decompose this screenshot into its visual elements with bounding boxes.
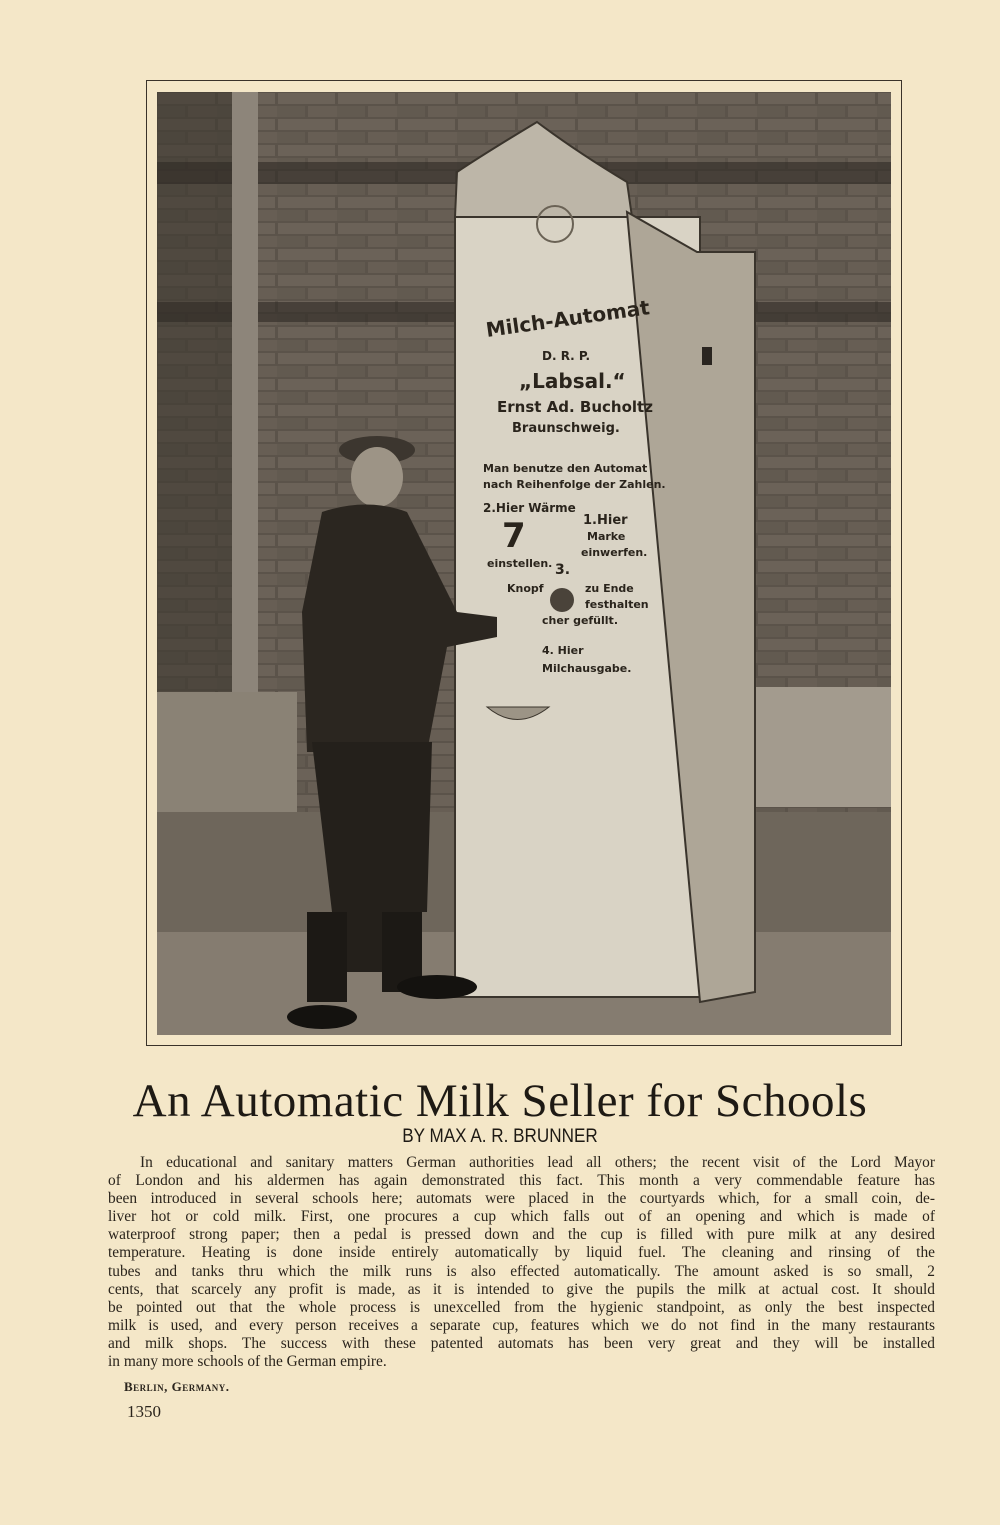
machine-dial-7: 7 xyxy=(502,516,526,556)
machine-instruction-text: Man benutze den Automat xyxy=(483,462,648,475)
machine-step-text: Marke xyxy=(587,530,626,543)
article-body xyxy=(108,1154,935,1371)
photo-illustration xyxy=(157,92,891,1035)
machine-drp-text: D. R. P. xyxy=(542,349,591,363)
article-byline: BY MAX A. R. BRUNNER xyxy=(402,1126,598,1147)
body-line: tubes and tanks thru which the milk runs is also effected automatically. The amount asked is so small, 2 xyxy=(108,1262,935,1280)
body-line: of London and his aldermen has again demonstrated this fact. This month a very commendable feature has xyxy=(108,1172,935,1190)
machine-step-text: 2.Hier Wärme xyxy=(483,501,576,515)
body-line: liver hot or cold milk. First, one procures a cup which falls out of an opening and which is made of xyxy=(108,1208,935,1226)
body-line: in many more schools of the German empire. xyxy=(108,1353,387,1371)
machine-city-text: Braunschweig. xyxy=(512,421,620,436)
machine-knob xyxy=(550,588,574,612)
machine-step-text: 3. xyxy=(555,562,571,578)
machine-step-text: Knopf xyxy=(507,582,544,595)
machine-step-text: festhalten xyxy=(585,598,649,611)
machine-maker-text: Ernst Ad. Bucholtz xyxy=(497,398,653,416)
page-number: 1350 xyxy=(127,1402,161,1421)
machine-step-text: zu Ende xyxy=(585,582,634,595)
machine-brand-text: Milch-Automat xyxy=(484,295,652,342)
body-line: waterproof strong paper; then a pedal is pressed down and the cup is filled with pure milk at any desired xyxy=(108,1226,935,1244)
machine-step-text: einstellen. xyxy=(487,557,553,570)
dateline-place: Berlin, Germany. xyxy=(124,1379,230,1394)
body-line: be pointed out that the whole process is unexcelled from the hygienic standpoint, as only the best inspected xyxy=(108,1298,935,1316)
body-line: milk is used, and every person receives a separate cup, features which we do not find in the many restaurants xyxy=(108,1316,935,1334)
body-line: In educational and sanitary matters German authorities lead all others; the recent visit of the Lord Mayor xyxy=(140,1154,935,1171)
machine-step-text: 4. Hier xyxy=(542,644,584,657)
body-line: been introduced in several schools here; automats were placed in the courtyards which, for a small coin, de- xyxy=(108,1190,935,1208)
body-line: and milk shops. The success with these patented automats has been very great and they will be installed xyxy=(108,1334,935,1352)
machine-step-text: Milchausgabe. xyxy=(542,662,632,675)
article-title: An Automatic Milk Seller for Schools xyxy=(132,1075,868,1127)
body-line: cents, that scarcely any profit is made, as it is intended to give the pupils the milk at actual cost. It should xyxy=(108,1280,935,1298)
machine-name-text: „Labsal.“ xyxy=(519,369,626,393)
machine-step-text: 1.Hier xyxy=(583,513,628,528)
body-line: temperature. Heating is done inside entirely automatically by liquid fuel. The cleaning and rinsing of the xyxy=(108,1244,935,1262)
machine-step-text: einwerfen. xyxy=(581,546,648,559)
machine-instruction-text: nach Reihenfolge der Zahlen. xyxy=(483,478,666,491)
photograph-milk-automat xyxy=(157,92,891,1035)
drain-pipe xyxy=(232,92,258,712)
machine-step-text: cher gefüllt. xyxy=(542,614,618,627)
